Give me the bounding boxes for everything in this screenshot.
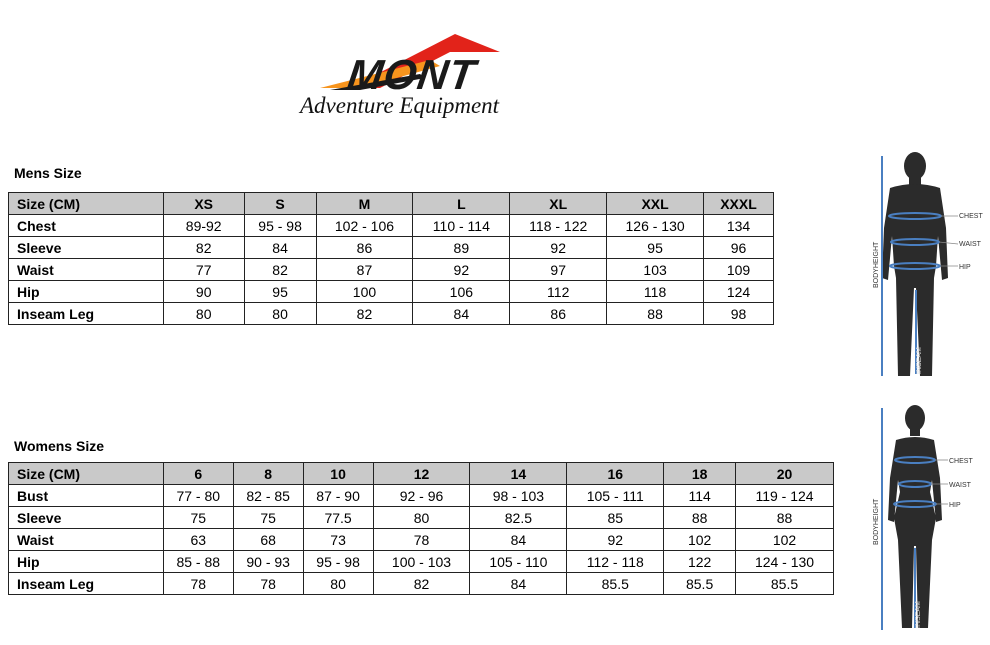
size-header-cell: XS <box>163 193 244 215</box>
measurement-value: 75 <box>233 507 303 529</box>
measurement-value: 82 <box>244 259 316 281</box>
measurement-value: 95 <box>244 281 316 303</box>
size-header-cell: XXXL <box>704 193 774 215</box>
measurement-value: 114 <box>664 485 736 507</box>
measurement-value: 87 <box>316 259 413 281</box>
size-header-cell: 8 <box>233 463 303 485</box>
measurement-value: 75 <box>163 507 233 529</box>
measurement-value: 82 <box>373 573 470 595</box>
measurement-value: 118 <box>607 281 704 303</box>
measurement-value: 110 - 114 <box>413 215 510 237</box>
table-row <box>9 573 834 595</box>
measurement-value: 73 <box>303 529 373 551</box>
measurement-value: 85 <box>567 507 664 529</box>
male-inseam-label: INSEAM <box>916 347 923 374</box>
mens-section-title: Mens Size <box>14 165 82 181</box>
male-height-label: BODYHEIGHT <box>873 241 880 288</box>
size-header-cell: 18 <box>664 463 736 485</box>
measurement-value: 88 <box>607 303 704 325</box>
measurement-value: 102 - 106 <box>316 215 413 237</box>
measurement-value: 88 <box>736 507 834 529</box>
measurement-value: 90 - 93 <box>233 551 303 573</box>
measurement-value: 92 <box>510 237 607 259</box>
measurement-value: 78 <box>163 573 233 595</box>
measurement-label: Chest <box>9 215 164 237</box>
male-hip-label: HIP <box>959 264 971 271</box>
size-header-cell: 10 <box>303 463 373 485</box>
measurement-value: 134 <box>704 215 774 237</box>
measurement-value: 95 - 98 <box>244 215 316 237</box>
measurement-value: 82 <box>163 237 244 259</box>
size-header-cell: S <box>244 193 316 215</box>
table-row <box>9 485 834 507</box>
measurement-value: 63 <box>163 529 233 551</box>
measurement-value: 88 <box>664 507 736 529</box>
female-body-figure <box>868 400 988 635</box>
measurement-value: 84 <box>244 237 316 259</box>
measurement-value: 126 - 130 <box>607 215 704 237</box>
measurement-value: 124 - 130 <box>736 551 834 573</box>
male-body-figure <box>868 148 988 380</box>
measurement-value: 87 - 90 <box>303 485 373 507</box>
female-height-label: BODYHEIGHT <box>873 498 880 545</box>
measurement-value: 89-92 <box>163 215 244 237</box>
brand-tagline: Adventure Equipment <box>300 93 500 118</box>
size-header-cell: 14 <box>470 463 567 485</box>
measurement-label: Hip <box>9 551 164 573</box>
female-waist-label: WAIST <box>949 482 971 489</box>
female-hip-label: HIP <box>949 502 961 509</box>
measurement-value: 96 <box>704 237 774 259</box>
male-waist-label: WAIST <box>959 241 981 248</box>
measurement-value: 89 <box>413 237 510 259</box>
measurement-value: 95 <box>607 237 704 259</box>
size-header-cell: 20 <box>736 463 834 485</box>
measurement-value: 80 <box>373 507 470 529</box>
measurement-value: 119 - 124 <box>736 485 834 507</box>
measurement-label: Bust <box>9 485 164 507</box>
measurement-label: Sleeve <box>9 507 164 529</box>
measurement-value: 85 - 88 <box>163 551 233 573</box>
header-label: Size (CM) <box>9 193 164 215</box>
measurement-value: 103 <box>607 259 704 281</box>
size-header-cell: M <box>316 193 413 215</box>
measurement-value: 85.5 <box>664 573 736 595</box>
measurement-value: 82.5 <box>470 507 567 529</box>
measurement-value: 124 <box>704 281 774 303</box>
size-header-cell: 16 <box>567 463 664 485</box>
table-row <box>9 281 774 303</box>
mens-size-table <box>8 192 774 325</box>
measurement-value: 90 <box>163 281 244 303</box>
measurement-label: Waist <box>9 529 164 551</box>
measurement-value: 86 <box>316 237 413 259</box>
brand-name: MONT <box>344 51 480 98</box>
table-row <box>9 529 834 551</box>
measurement-value: 100 <box>316 281 413 303</box>
measurement-value: 80 <box>244 303 316 325</box>
measurement-value: 84 <box>470 529 567 551</box>
measurement-value: 84 <box>470 573 567 595</box>
measurement-value: 109 <box>704 259 774 281</box>
measurement-value: 122 <box>664 551 736 573</box>
measurement-value: 80 <box>303 573 373 595</box>
measurement-value: 82 - 85 <box>233 485 303 507</box>
measurement-value: 102 <box>664 529 736 551</box>
measurement-value: 80 <box>163 303 244 325</box>
header-label: Size (CM) <box>9 463 164 485</box>
table-header-row <box>9 193 774 215</box>
measurement-value: 68 <box>233 529 303 551</box>
measurement-value: 86 <box>510 303 607 325</box>
measurement-value: 106 <box>413 281 510 303</box>
measurement-label: Inseam Leg <box>9 573 164 595</box>
measurement-value: 92 - 96 <box>373 485 470 507</box>
measurement-label: Hip <box>9 281 164 303</box>
table-row <box>9 215 774 237</box>
male-chest-label: CHEST <box>959 213 983 220</box>
measurement-label: Inseam Leg <box>9 303 164 325</box>
measurement-value: 105 - 111 <box>567 485 664 507</box>
table-row <box>9 551 834 573</box>
size-header-cell: 12 <box>373 463 470 485</box>
measurement-label: Sleeve <box>9 237 164 259</box>
size-header-cell: 6 <box>163 463 233 485</box>
measurement-value: 97 <box>510 259 607 281</box>
female-inseam-label: INSEAM <box>915 601 922 628</box>
measurement-value: 102 <box>736 529 834 551</box>
measurement-value: 112 - 118 <box>567 551 664 573</box>
measurement-value: 77 - 80 <box>163 485 233 507</box>
table-row <box>9 507 834 529</box>
table-row <box>9 259 774 281</box>
measurement-value: 92 <box>567 529 664 551</box>
womens-section-title: Womens Size <box>14 438 104 454</box>
measurement-value: 105 - 110 <box>470 551 567 573</box>
measurement-value: 84 <box>413 303 510 325</box>
measurement-value: 77 <box>163 259 244 281</box>
measurement-value: 82 <box>316 303 413 325</box>
measurement-value: 92 <box>413 259 510 281</box>
measurement-value: 85.5 <box>567 573 664 595</box>
measurement-value: 85.5 <box>736 573 834 595</box>
size-header-cell: XXL <box>607 193 704 215</box>
measurement-value: 100 - 103 <box>373 551 470 573</box>
measurement-value: 112 <box>510 281 607 303</box>
size-header-cell: XL <box>510 193 607 215</box>
table-header-row <box>9 463 834 485</box>
female-chest-label: CHEST <box>949 458 973 465</box>
size-header-cell: L <box>413 193 510 215</box>
table-row <box>9 303 774 325</box>
measurement-value: 78 <box>233 573 303 595</box>
measurement-value: 98 - 103 <box>470 485 567 507</box>
brand-logo <box>298 30 568 125</box>
womens-size-table <box>8 462 834 595</box>
measurement-value: 77.5 <box>303 507 373 529</box>
measurement-value: 118 - 122 <box>510 215 607 237</box>
measurement-value: 95 - 98 <box>303 551 373 573</box>
table-row <box>9 237 774 259</box>
measurement-value: 98 <box>704 303 774 325</box>
measurement-label: Waist <box>9 259 164 281</box>
measurement-value: 78 <box>373 529 470 551</box>
